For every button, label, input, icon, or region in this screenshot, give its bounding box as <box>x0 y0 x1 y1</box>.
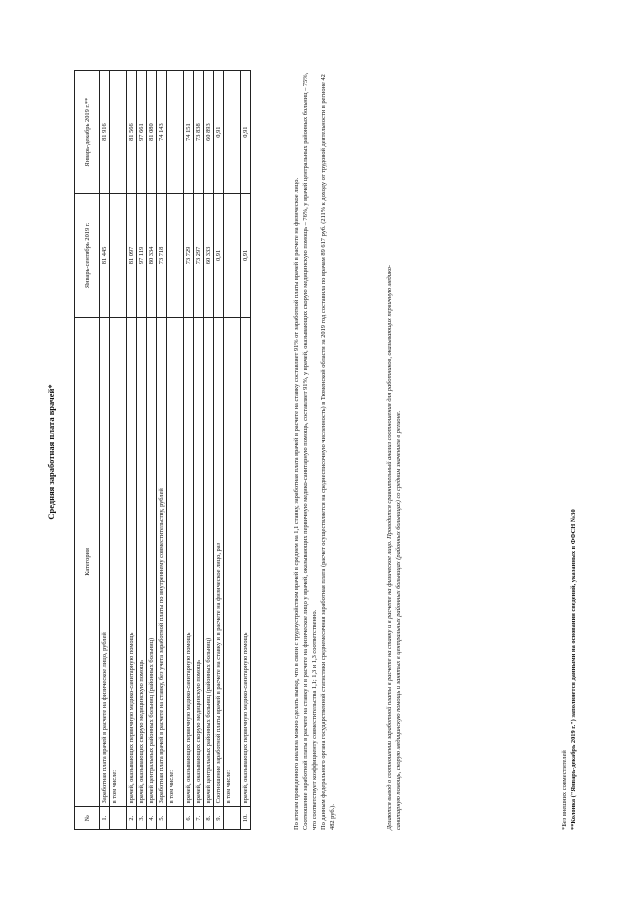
row-category: в том числе: <box>110 317 127 807</box>
conclusion-note <box>385 70 403 830</box>
footnotes <box>560 70 578 830</box>
value-jan-dec: 73 838 <box>194 71 204 194</box>
table-header-row <box>75 71 100 830</box>
row-number: 6. <box>184 807 194 830</box>
paragraph: По данным федерального органа государственной статистики среднемесячная заработная плата (расчет осуществляется на среднесписочную численность) в Тюменской области за 2019 год составила по врачам 89 617 руб. (211% к доходу от трудовой деятельности в регионе 42 482 руб.). <box>320 74 336 830</box>
row-category: врачей, оказывающих скорую медицинскую помощь <box>137 317 147 807</box>
table-row <box>110 71 127 830</box>
row-category: врачей, оказывающих первичную медико-санитарную помощь <box>127 317 137 807</box>
value-jan-dec: 74 143 <box>157 71 167 194</box>
row-number <box>224 807 241 830</box>
value-jan-sep: 81 445 <box>100 194 110 317</box>
value-jan-sep <box>110 194 127 317</box>
conclusion-line: Делаются вывод о соотношении заработной платы в расчете на ставку и в расчете на физическое лицо. Проводится сравнительный анализ соотношения для работников, оказывающих первичную медико- <box>386 264 393 830</box>
table-row <box>241 71 251 830</box>
value-jan-dec: 0,91 <box>241 71 251 194</box>
footnote-1: *Без внешних совместителей <box>561 750 568 830</box>
table-row <box>127 71 137 830</box>
page-title: Средняя заработная плата врачей* <box>46 384 56 520</box>
col-header-number: № <box>75 807 100 830</box>
value-jan-dec: 74 151 <box>184 71 194 194</box>
row-category: врачей центральных районных больниц (районных больниц) <box>204 317 214 807</box>
row-category: Заработная плата врачей в расчете на физическое лицо, рублей <box>100 317 110 807</box>
value-jan-sep: 0,91 <box>214 194 224 317</box>
value-jan-dec: 60 893 <box>204 71 214 194</box>
value-jan-dec <box>224 71 241 194</box>
value-jan-dec: 81 080 <box>147 71 157 194</box>
row-category: в том числе: <box>224 317 241 807</box>
rotated-page <box>40 32 600 872</box>
row-number: 3. <box>137 807 147 830</box>
value-jan-dec: 81 916 <box>100 71 110 194</box>
row-category: врачей, оказывающих первичную медико-санитарную помощь <box>241 317 251 807</box>
paragraph: По итогам проведенного анализа можно сделать вывод, что в связи с трудоустройством врачей в среднем на 1,1 ставку, заработная плата врачей в расчете на ставку составляет 91% от заработной платы врачей в расчете на физическое лицо. <box>293 177 300 830</box>
row-number: 7. <box>194 807 204 830</box>
row-number <box>167 807 184 830</box>
paragraph: Соотношение заработной платы в расчете на ставку и в расчете на физическое лицо у врачей, оказывающих первичную медико-санитарную помощь, составляет 91%, у врачей, оказывающих скорую медицинскую помощь – 76%, у врачей центральных районных больниц – 75%, что соответствует коэффициенту совместительства 1,1; 1,3 и 1,3 соответственно. <box>302 72 318 830</box>
row-category: врачей центральных районных больниц (районных больниц) <box>147 317 157 807</box>
value-jan-dec: 0,91 <box>214 71 224 194</box>
row-category: в том числе: <box>167 317 184 807</box>
value-jan-sep: 73 718 <box>157 194 167 317</box>
row-number: 2. <box>127 807 137 830</box>
table-row <box>194 71 204 830</box>
table-row <box>184 71 194 830</box>
row-number: 9. <box>214 807 224 830</box>
row-number <box>110 807 127 830</box>
table-row <box>224 71 241 830</box>
table-row <box>147 71 157 830</box>
value-jan-dec <box>110 71 127 194</box>
col-header-jan-sep: Январь-сентябрь 2019 г. <box>75 194 100 317</box>
table-row <box>214 71 224 830</box>
table-row <box>204 71 214 830</box>
col-header-jan-dec: Январь-декабрь 2019 г.** <box>75 71 100 194</box>
value-jan-sep: 80 334 <box>147 194 157 317</box>
table-row <box>100 71 110 830</box>
row-category: врачей, оказывающих скорую медицинскую помощь <box>194 317 204 807</box>
value-jan-dec <box>167 71 184 194</box>
row-number: 8. <box>204 807 214 830</box>
value-jan-sep: 73 729 <box>184 194 194 317</box>
analysis-text <box>292 70 337 830</box>
row-category: Соотношение заработной платы врачей в расчете на ставку и в расчете на физическое лицо, раз <box>214 317 224 807</box>
salary-table <box>74 70 251 830</box>
table-row <box>167 71 184 830</box>
value-jan-sep: 97 119 <box>137 194 147 317</box>
value-jan-sep: 73 297 <box>194 194 204 317</box>
table-body <box>100 71 251 830</box>
value-jan-dec: 97 661 <box>137 71 147 194</box>
value-jan-sep <box>167 194 184 317</box>
value-jan-sep: 60 333 <box>204 194 214 317</box>
table-row <box>137 71 147 830</box>
row-category: Заработная плата врачей в расчете на ставку, без учета заработной платы по внутреннему совместительству, рублей <box>157 317 167 807</box>
row-number: 10. <box>241 807 251 830</box>
row-number: 4. <box>147 807 157 830</box>
value-jan-dec: 81 566 <box>127 71 137 194</box>
value-jan-sep <box>224 194 241 317</box>
value-jan-sep: 0,91 <box>241 194 251 317</box>
footnote-2: **Колонка ("Январь-декабрь 2019 г.") заполняется данными на основании сведений, указанных в ФФСН №30 <box>570 509 577 830</box>
value-jan-sep: 81 097 <box>127 194 137 317</box>
col-header-category: Категория <box>75 317 100 807</box>
row-number: 5. <box>157 807 167 830</box>
conclusion-line: санитарную помощь, скорую медицинскую помощь и занятых в центральных районных больницах (районных больницах) со средним значением в регионе. <box>395 410 402 830</box>
row-number: 1. <box>100 807 110 830</box>
table-row <box>157 71 167 830</box>
row-category: врачей, оказывающих первичную медико-санитарную помощь <box>184 317 194 807</box>
